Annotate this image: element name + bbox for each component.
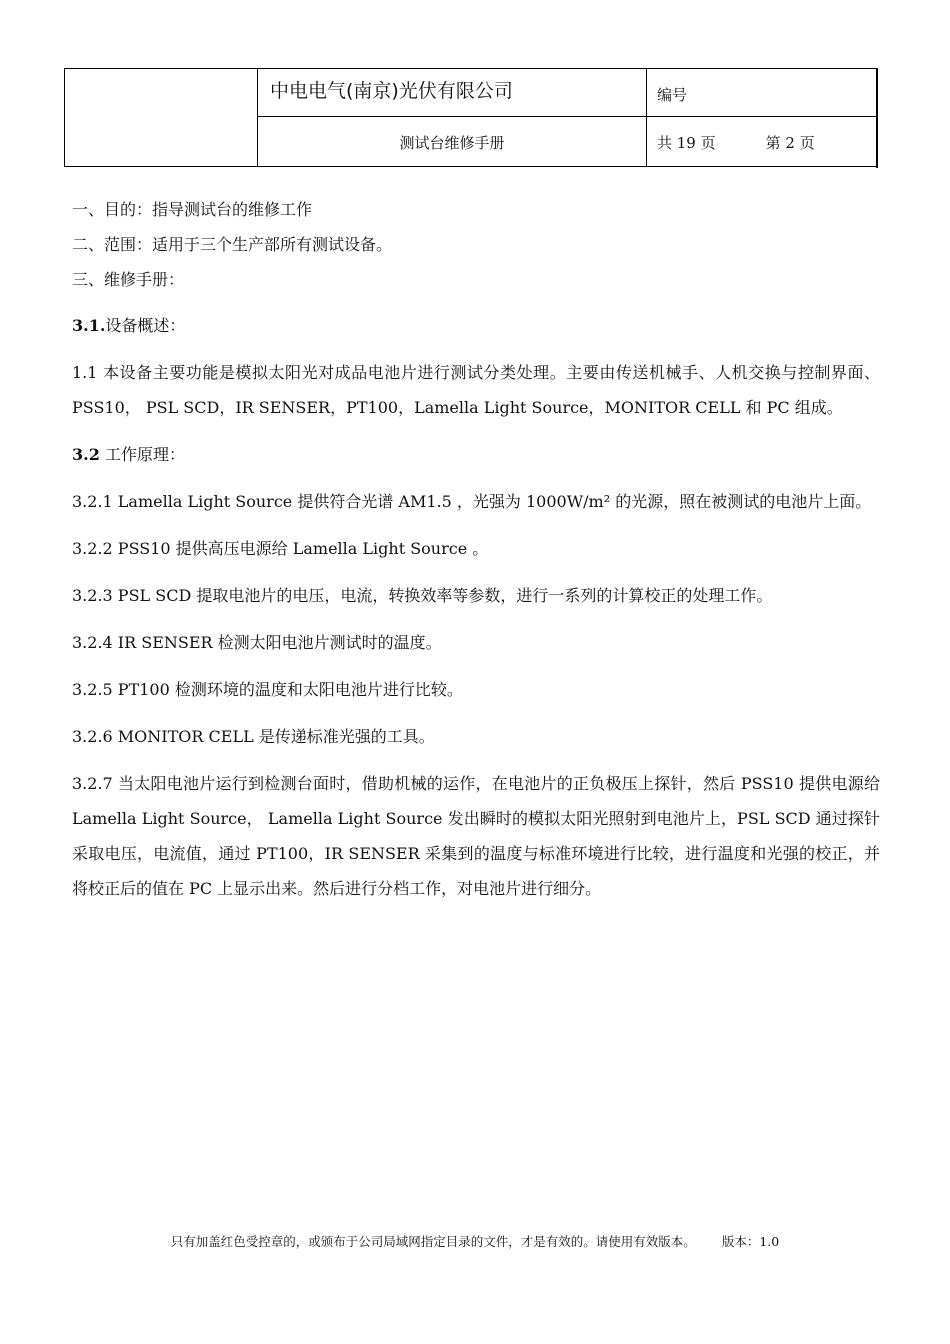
paragraph-3-2-4: 3.2.4 IR SENSER 检测太阳电池片测试时的温度。: [72, 633, 442, 652]
page-info: [647, 117, 877, 166]
section-3-2-number: 3.2: [72, 445, 100, 464]
section-3-1-number: 3.1.: [72, 316, 106, 335]
document-title: 测试台维修手册: [258, 117, 647, 166]
logo-cell: [65, 69, 258, 166]
scope-line: 二、范围：适用于三个生产部所有测试设备。: [72, 235, 393, 254]
footer-notice: 只有加盖红色受控章的，或颁布于公司局域网指定目录的文件，才是有效的。请使用有效版本。: [170, 1234, 696, 1249]
paragraph-3-2-7: 3.2.7 当太阳电池片运行到检测台面时，借助机械的运作，在电池片的正负极压上探针，然后 PSS10 提供电源给 Lamella Light Source， Lamella Light Source 发出瞬时的模拟太阳光照射到电池片上，PSL SCD 通过探针采取电压，电流值，通过 PT100，IR SENSER 采集到的温度与标准环境进行比较，进行温度和光强的校正，并将校正后的值在 PC 上显示出来。然后进行分档工作，对电池片进行细分。: [72, 774, 880, 898]
document-body: [72, 192, 880, 906]
section-3-2-title: 工作原理：: [104, 445, 185, 464]
document-code-label: 编号: [647, 69, 877, 117]
footer-version: 版本：1.0: [721, 1234, 780, 1249]
header-table: [64, 68, 877, 167]
paragraph-3-2-2: 3.2.2 PSS10 提供高压电源给 Lamella Light Source 。: [72, 539, 489, 558]
table-right-edge: [876, 68, 878, 168]
section-3-1-heading: [72, 308, 880, 343]
section-3-2-heading: [72, 437, 880, 472]
company-name: 中电电气(南京)光伏有限公司: [258, 69, 647, 117]
page-number: 第 2 页: [765, 134, 815, 152]
paragraph-3-2-3: 3.2.3 PSL SCD 提取电池片的电压，电流，转换效率等参数，进行一系列的计算校正的处理工作。: [72, 586, 773, 605]
paragraph-3-2-1: 3.2.1 Lamella Light Source 提供符合光谱 AM1.5 ，光强为 1000W/m² 的光源，照在被测试的电池片上面。: [72, 492, 872, 511]
manual-line: 三、维修手册：: [72, 270, 185, 289]
footer: [0, 1232, 950, 1250]
purpose-line: 一、目的：指导测试台的维修工作: [72, 200, 313, 219]
total-pages: 共 19 页: [657, 134, 716, 152]
paragraph-3-2-5: 3.2.5 PT100 检测环境的温度和太阳电池片进行比较。: [72, 680, 463, 699]
paragraph-3-2-6: 3.2.6 MONITOR CELL 是传递标准光强的工具。: [72, 727, 435, 746]
paragraph-1-1: 1.1 本设备主要功能是模拟太阳光对成品电池片进行测试分类处理。主要由传送机械手、人机交换与控制界面、PSS10， PSL SCD，IR SENSER，PT100，Lamella Light Source，MONITOR CELL 和 PC 组成。: [72, 363, 880, 417]
section-3-1-title: 设备概述：: [105, 316, 186, 335]
